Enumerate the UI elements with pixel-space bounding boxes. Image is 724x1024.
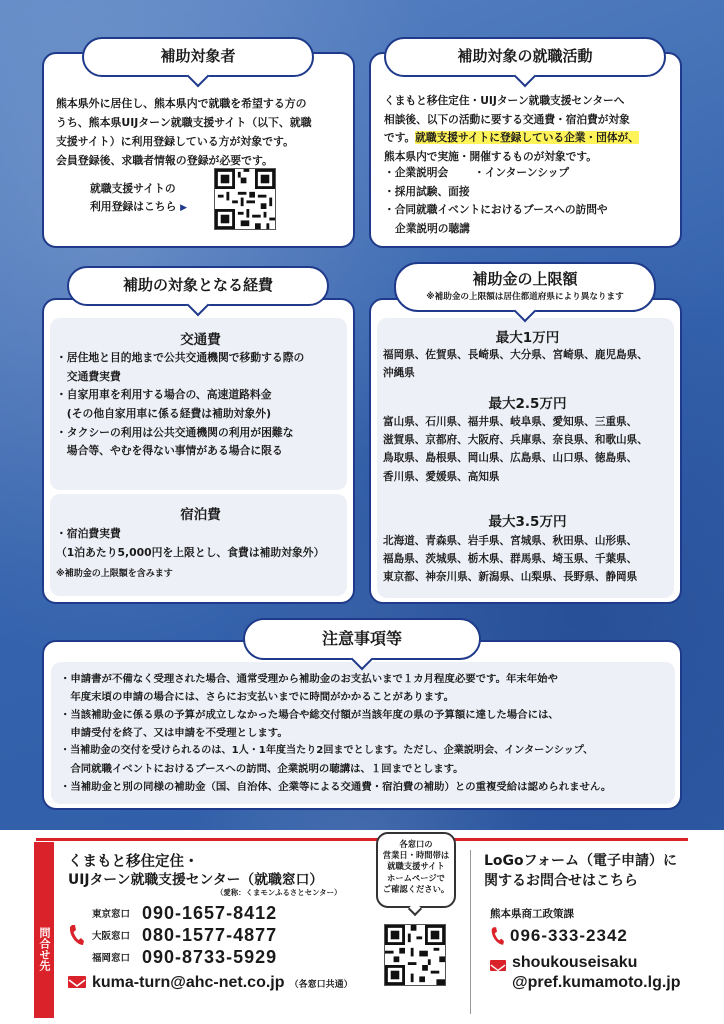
pref-line: 福岡県、佐賀県、長崎県、大分県、宮崎県、鹿児島県、 <box>383 349 648 361</box>
bubble-line: 就職支援サイト <box>387 861 445 872</box>
divider-vertical <box>470 850 471 1014</box>
activities-title <box>384 37 666 77</box>
contact-side-text: 問合せ先 <box>38 927 51 971</box>
transport-line: ・居住地と目的地まで公共交通機関で移動する際の <box>56 351 305 364</box>
hours-bubble <box>376 832 456 908</box>
center-email-note: （各窓口共通） <box>289 980 353 990</box>
center-name-1: くまもと移住定住・ <box>68 854 199 870</box>
activities-text: です。 <box>384 131 416 145</box>
pref-line: 鳥取県、島根県、岡山県、広島県、山口県、徳島県、 <box>383 452 638 465</box>
center-name-2: UIJターン就職支援センター（就職窓口） <box>68 872 324 888</box>
notes-line: ・当補助金の交付を受けられるのは、1人・1年度当たり2回までとします。ただし、企業説明会、インターンシップ、 <box>60 745 594 757</box>
osaka-label: 大阪窓口 <box>92 931 131 942</box>
fukuoka-label: 福岡窓口 <box>92 953 131 964</box>
tier3-amount: 最大3.5万円 <box>488 514 567 530</box>
logo-title-2: 関するお問合せはこちら <box>484 873 638 889</box>
subjects-line: 会員登録後、求職者情報の登録が必要です。 <box>56 154 273 168</box>
dept-mail-icon <box>490 960 506 971</box>
osaka-phone[interactable]: 080-1577-4877 <box>142 924 278 945</box>
lodging-line: ・宿泊費実費 <box>56 527 121 540</box>
notes-line: ・当補助金と別の同様の補助金（国、自治体、企業等による交通費・宿泊費の補助）との重複受給は認められません。 <box>60 781 612 794</box>
qr-code-hours[interactable] <box>384 924 446 986</box>
dept-name: 熊本県商工政策課 <box>490 908 574 920</box>
bubble-line: 各窓口の <box>399 839 433 849</box>
center-email[interactable]: kuma-turn@ahc-net.co.jp <box>92 974 285 991</box>
lodging-list <box>56 525 352 562</box>
logo-title-1: LoGoフォーム（電子申請）に <box>484 853 677 869</box>
notes-line: ・当該補助金に係る県の予算が成立しなかった場合や総交付額が当該年度の県の予算額に達した場合には、 <box>60 709 559 722</box>
mail-icon <box>68 976 86 988</box>
activities-item: 企業説明の聴講 <box>395 221 470 235</box>
pref-line: 富山県、石川県、福井県、岐阜県、愛知県、三重県、 <box>383 416 638 428</box>
subjects-line: 支援サイト）に利用登録している方が対象です。 <box>56 135 294 149</box>
expenses-card <box>42 298 355 604</box>
transport-line: 場合等、やむを得ない事情がある場合に限る <box>56 444 283 458</box>
tier2-amount: 最大2.5万円 <box>488 396 567 412</box>
qr-caption-text: 利用登録はこちら <box>90 200 177 214</box>
transport-line: (その他自家用車に係る経費は補助対象外) <box>56 407 272 421</box>
lodging-title: 宿泊費 <box>180 507 221 523</box>
activities-list <box>384 164 679 238</box>
qr-caption <box>90 180 187 217</box>
dept-phone-icon <box>490 926 504 946</box>
arrow-right-icon: ▶ <box>180 203 188 214</box>
activities-item-text: ・インターンシップ <box>474 166 570 179</box>
lodging-line: （1泊あたり5,000円を上限とし、食費は補助対象外） <box>56 545 325 559</box>
activities-line: くまもと移住定住・UIJターン就職支援センターへ <box>384 94 625 107</box>
transport-title: 交通費 <box>180 332 221 348</box>
notes-list <box>60 670 680 796</box>
activities-title-text: 補助対象の就職活動 <box>457 47 593 65</box>
tier1-amount: 最大1万円 <box>495 330 560 346</box>
limits-title-text: 補助金の上限額 <box>472 270 578 288</box>
notes-line: 合同就職イベントにおけるブースへの訪問、企業説明の聴講は、１回までとします。 <box>60 762 464 775</box>
activities-line: 熊本県内で実施・開催するものが対象です。 <box>384 149 597 163</box>
fukuoka-row <box>92 946 352 968</box>
limits-note: ※補助金の上限額は居住都道府県により異なります <box>426 292 624 302</box>
bubble-line: ホームページで <box>387 872 445 883</box>
tokyo-phone[interactable]: 090-1657-8412 <box>142 902 278 923</box>
phone-icon <box>68 924 84 946</box>
activities-line <box>384 129 679 148</box>
notes-title <box>243 618 481 660</box>
tier3-prefs <box>383 532 679 587</box>
center-alias: （愛称：くまモンふるさとセンター） <box>216 888 342 897</box>
osaka-row <box>92 924 352 946</box>
contact-side-label <box>34 842 54 1018</box>
subjects-title-text: 補助対象者 <box>160 47 236 65</box>
activities-item: ・採用試験、面接 <box>384 184 470 198</box>
tier2-prefs <box>383 413 679 486</box>
subjects-line: うち、熊本県UIJターン就職支援サイト（以下、就職 <box>56 116 312 130</box>
bubble-line: ご確認ください。 <box>382 883 450 894</box>
activities-item: ・合同就職イベントにおけるブースへの訪問や <box>384 203 608 217</box>
qr-code-registration[interactable] <box>214 168 276 230</box>
qr-caption-line2 <box>90 198 187 216</box>
subjects-line: 熊本県外に居住し、熊本県内で就職を希望する方の <box>56 97 307 110</box>
activities-item <box>384 164 679 183</box>
subjects-body <box>56 94 351 170</box>
transport-line: 交通費実費 <box>56 369 121 383</box>
dept-email-1[interactable]: shoukouseisaku <box>512 954 638 971</box>
pref-line: 福島県、茨城県、栃木県、群馬県、埼玉県、千葉県、 <box>383 553 638 566</box>
lodging-note: ※補助金の上限額を含みます <box>56 569 173 579</box>
qr-code-icon <box>215 169 275 229</box>
qr-caption-line: 就職支援サイトの <box>90 182 176 195</box>
pref-line: 北海道、青森県、岩手県、宮城県、秋田県、山形県、 <box>383 535 638 547</box>
tokyo-row <box>92 902 352 924</box>
notes-line: 年度末頃の申請の場合には、さらにお支払いまでに時間がかかることがあります。 <box>60 691 455 704</box>
activities-body <box>384 92 679 166</box>
dept-email-2[interactable]: @pref.kumamoto.lg.jp <box>512 974 681 991</box>
activities-highlight: 就職支援サイトに登録している企業・団体が、 <box>415 131 639 145</box>
pref-line: 沖縄県 <box>383 367 415 380</box>
expenses-title-text: 補助の対象となる経費 <box>122 276 273 294</box>
limits-title <box>394 262 656 312</box>
qr-code-icon <box>385 925 445 985</box>
limits-card <box>369 298 682 604</box>
contact-section <box>0 830 724 1024</box>
dept-phone[interactable]: 096-333-2342 <box>510 926 628 945</box>
activities-line: 相談後、以下の活動に要する交通費・宿泊費が対象 <box>384 112 630 126</box>
contact-top-rule <box>36 838 688 841</box>
transport-line: ・自家用車を利用する場合の、高速道路料金 <box>56 388 272 402</box>
notes-line: ・申請書が不備なく受理された場合、通常受理から補助金のお支払いまで１カ月程度必要です。年末年始や <box>60 673 558 685</box>
pref-line: 香川県、愛媛県、高知県 <box>383 470 500 483</box>
tokyo-label: 東京窓口 <box>92 909 131 920</box>
fukuoka-phone[interactable]: 090-8733-5929 <box>142 946 278 967</box>
notes-line: 申請受付を終了、又は申請を不受理とします。 <box>60 727 288 740</box>
pref-line: 滋賀県、京都府、大阪府、兵庫県、奈良県、和歌山県、 <box>383 434 648 447</box>
phone-lines <box>92 902 352 968</box>
expenses-title <box>67 266 329 306</box>
tier1-prefs <box>383 346 679 382</box>
subjects-title <box>82 37 314 77</box>
activities-item-text: ・企業説明会 <box>384 166 449 179</box>
center-email-row <box>92 972 353 992</box>
transport-list <box>56 349 352 461</box>
notes-title-text: 注意事項等 <box>321 629 402 648</box>
bubble-line: 営業日・時間帯は <box>382 850 450 861</box>
transport-line: ・タクシーの利用は公共交通機関の利用が困難な <box>56 425 294 439</box>
pref-line: 東京都、神奈川県、新潟県、山梨県、長野県、静岡県 <box>383 571 638 584</box>
